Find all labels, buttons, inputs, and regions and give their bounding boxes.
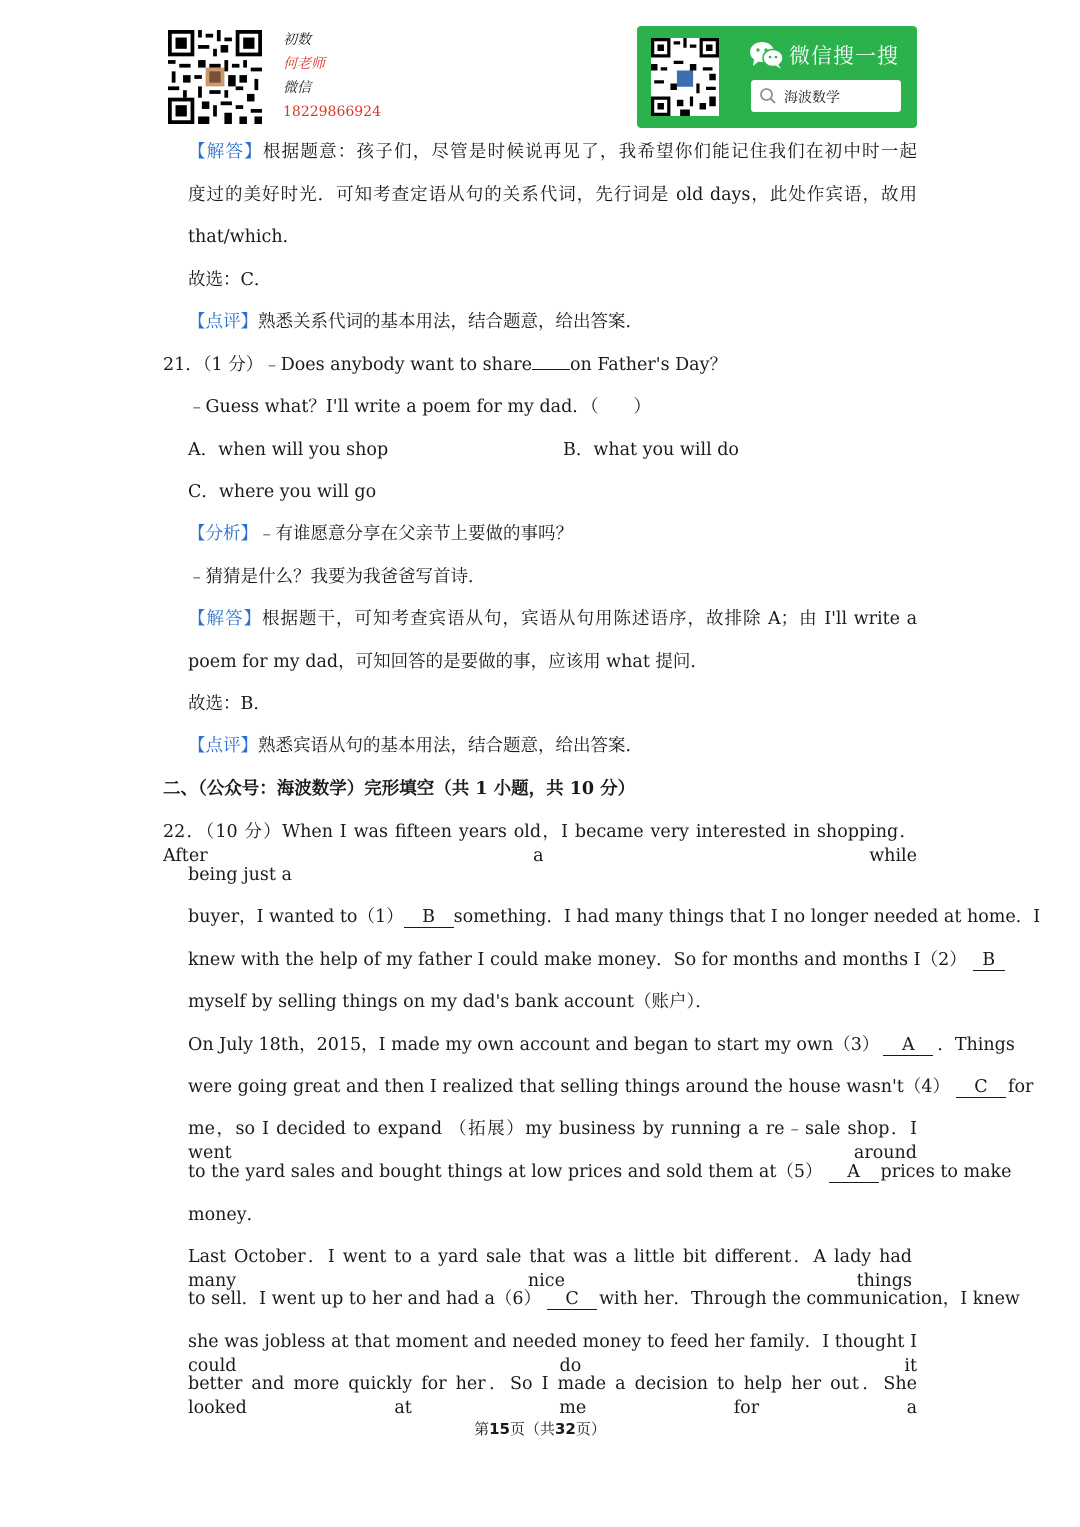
q21-stem-b: on Father's Day？ [569, 355, 727, 375]
q21-stem-a: 21．（1 分）﹣Does anybody want to share [163, 355, 532, 375]
q21-stem-2: ﹣Guess what？I'll write a poem for my dad．（ ） [188, 397, 652, 417]
q22-blank-4: C [956, 1077, 1006, 1098]
q22-line-11: Last October．I went to a yard sale that was a little bit different．A lady had many nice things [188, 1247, 912, 1291]
q22-text-12b: with her．Through the communication，I knew [599, 1289, 1020, 1309]
q22-blank-5: A [829, 1162, 879, 1183]
q21-answer-line-1 [188, 607, 917, 631]
q22-text-9a: to the yard sales and bought things at low prices and sold them at（5） [188, 1162, 823, 1182]
contact-subject: 初数 [283, 32, 311, 48]
footer-prefix: 第 [474, 1420, 490, 1438]
q21-comment [188, 734, 643, 758]
comment-tag: 【点评】 [188, 312, 258, 332]
q22-line-14: better and more quickly for her．So I made a decision to help her out．She looked at me for a [188, 1374, 917, 1418]
q21-analysis-1 [188, 522, 573, 546]
contact-name: 何老师 [283, 56, 325, 72]
q22-text-9b: prices to make [880, 1162, 1012, 1182]
q21-answer-text-1: 根据题干，可知考查宾语从句，宾语从句用陈述语序，故排除 A；由 I'll write a [262, 609, 917, 629]
answer-tag: 【解答】 [188, 609, 262, 629]
q21-analysis-2: ﹣猜猜是什么？我要为我爸爸写首诗． [188, 567, 486, 587]
q22-line-13: she was jobless at that moment and needed money to feed her family．I thought I could do it [188, 1332, 917, 1376]
q22-text-3b: something．I had many things that I no longer needed at home．I [453, 907, 1041, 927]
q20-comment [188, 310, 643, 334]
q22-line-3 [188, 905, 1041, 929]
q21-choice: 故选：B． [188, 694, 271, 714]
q22-text-6b: ．Things [937, 1035, 1015, 1055]
wechat-search-title: 微信搜一搜 [789, 44, 899, 68]
q22-text-7b: for [1007, 1077, 1034, 1097]
q22-line-2: being just a [188, 865, 292, 885]
q21-option-c: C．where you will go [188, 482, 377, 502]
q22-text-6a: On July 18th，2015，I made my own account and began to start my own（3） [188, 1035, 880, 1055]
q21-answer-line-2: poem for my dad，可知回答的是要做的事，应该用 what 提问． [188, 652, 708, 672]
q21-option-a: A．when will you shop [188, 440, 389, 460]
q22-text-7a: were going great and then I realized that selling things around the house wasn't（4） [188, 1077, 950, 1097]
q21-option-b: B．what you will do [563, 440, 739, 460]
q21-analysis-text-1: ﹣有谁愿意分享在父亲节上要做的事吗？ [258, 524, 573, 544]
q22-blank-6: C [547, 1289, 597, 1310]
q21-comment-text: 熟悉宾语从句的基本用法，结合题意，给出答案． [258, 736, 643, 756]
q22-line-10: money． [188, 1205, 265, 1225]
wechat-search-box [751, 80, 901, 112]
answer-tag: 【解答】 [188, 142, 263, 162]
q22-line-1: 22．（10 分）When I was fifteen years old，I became very interested in shopping．After a while [163, 822, 917, 866]
q22-line-12 [188, 1287, 1020, 1311]
q20-answer-text-1: 根据题意：孩子们，尽管是时候说再见了，我希望你们能记住我们在初中时一起 [262, 142, 918, 162]
q22-text-3a: buyer，I wanted to（1） [188, 907, 404, 927]
contact-info [283, 28, 381, 124]
q20-answer-line-1 [188, 140, 917, 164]
comment-tag: 【点评】 [188, 736, 258, 756]
contact-phone: 18229866924 [283, 104, 381, 120]
q22-line-9 [188, 1160, 1012, 1184]
q22-line-4 [188, 948, 996, 972]
section-heading: 二、（公众号：海波数学）完形填空（共 1 小题，共 10 分） [163, 779, 636, 799]
page-number: 15 [489, 1420, 510, 1438]
q22-line-7 [188, 1075, 1033, 1099]
contact-label: 微信 [283, 80, 311, 96]
page-footer [0, 1418, 1080, 1439]
q21-blank [532, 369, 570, 370]
q22-blank-1: B [404, 907, 454, 928]
q22-line-8: me，so I decided to expand （拓展）my business by running a re﹣sale shop．I went around [188, 1119, 917, 1163]
q21-stem [163, 353, 727, 377]
analysis-tag: 【分析】 [188, 524, 258, 544]
wechat-qr-code [651, 38, 719, 116]
footer-suffix: 页） [575, 1420, 606, 1438]
q22-text-12a: to sell．I went up to her and had a（6） [188, 1289, 542, 1309]
q20-comment-text: 熟悉关系代词的基本用法，结合题意，给出答案． [258, 312, 643, 332]
q22-text-4a: knew with the help of my father I could make money．So for months and months I（2） [188, 950, 967, 970]
q22-blank-2: B [973, 950, 1005, 971]
search-icon [759, 87, 777, 109]
wechat-search-banner [637, 26, 917, 128]
q22-line-6 [188, 1033, 1015, 1057]
footer-middle: 页（共 [509, 1420, 555, 1438]
q20-answer-line-3: that/which． [188, 227, 301, 247]
q20-choice: 故选：C． [188, 270, 272, 290]
q20-answer-line-2: 度过的美好时光．可知考查定语从句的关系代词，先行词是 old days，此处作宾语，故用 [188, 185, 917, 205]
wechat-logo-icon [749, 40, 785, 74]
page-total: 32 [555, 1420, 576, 1438]
q22-blank-3: A [883, 1035, 933, 1056]
q22-line-5: myself by selling things on my dad's bank account（账户）． [188, 992, 713, 1012]
contact-qr-code [168, 30, 262, 124]
wechat-search-text: 海波数学 [784, 90, 840, 106]
